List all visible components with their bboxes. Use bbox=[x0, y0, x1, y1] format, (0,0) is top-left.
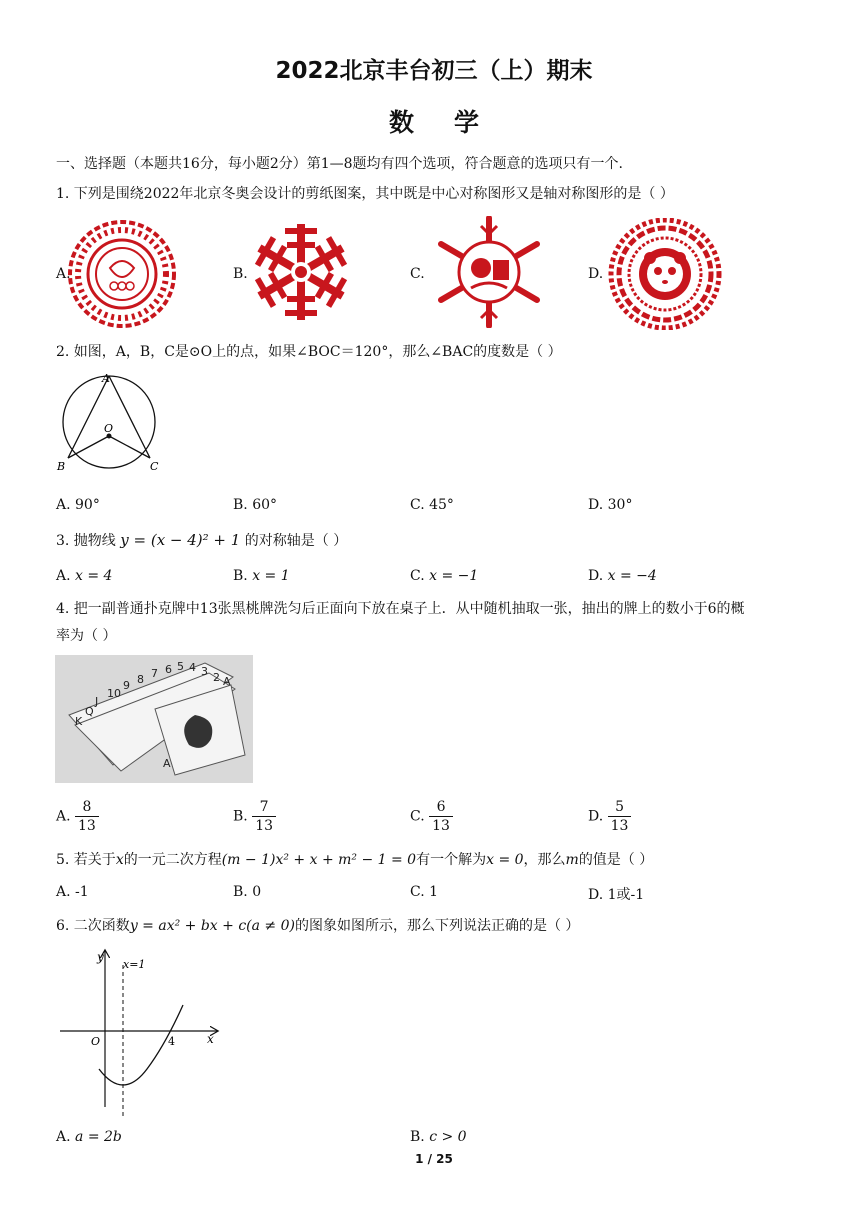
q6-formula: y = ax² + bx + c(a ≠ 0) bbox=[129, 918, 295, 934]
q2-option-d: D. 30° bbox=[588, 497, 633, 513]
figure-label-c: C bbox=[150, 460, 159, 473]
q5-formula: (m − 1)x² + x + m² − 1 = 0 bbox=[221, 852, 417, 868]
q1-option-a-label: A. bbox=[56, 266, 71, 282]
q6-option-a bbox=[56, 1129, 122, 1145]
svg-text:8: 8 bbox=[137, 673, 144, 686]
q4-option-b-label: B. bbox=[233, 808, 248, 825]
q4-option-c-fraction bbox=[429, 798, 453, 835]
figure-label-b: B bbox=[57, 460, 66, 473]
q3-stem-prefix: 3. 抛物线 bbox=[56, 533, 116, 549]
graph-root-label: 4 bbox=[168, 1035, 175, 1048]
svg-text:5: 5 bbox=[177, 660, 184, 673]
q4-option-c bbox=[410, 798, 453, 835]
svg-text:J: J bbox=[95, 695, 99, 708]
q4-option-a bbox=[56, 798, 99, 835]
q5-var-m: m bbox=[565, 852, 579, 868]
q6-option-a-label: A. bbox=[56, 1129, 71, 1145]
q3-option-a bbox=[56, 568, 112, 584]
q3-formula: y = (x − 4)² + 1 bbox=[120, 531, 241, 549]
q4-option-a-num: 8 bbox=[75, 798, 99, 817]
q5-stem-b: 的一元二次方程 bbox=[123, 852, 222, 868]
q1-option-d-label: D. bbox=[588, 266, 604, 282]
svg-text:A: A bbox=[223, 675, 231, 688]
q4-option-d-num: 5 bbox=[608, 798, 632, 817]
q5-stem-d: ，那么 bbox=[523, 852, 566, 868]
q4-option-c-den: 13 bbox=[432, 818, 450, 834]
q6-option-b-label: B. bbox=[410, 1129, 425, 1145]
question-3-stem bbox=[56, 530, 347, 551]
section-heading: 一、选择题（本题共16分，每小题2分）第1—8题均有四个选项，符合题意的选项只有一个. bbox=[56, 156, 623, 172]
q3-option-b-expr: x = 1 bbox=[252, 568, 290, 584]
svg-text:K: K bbox=[75, 715, 83, 728]
q1-option-b-label: B. bbox=[233, 266, 248, 282]
q4-option-a-fraction bbox=[75, 798, 99, 835]
question-5-stem bbox=[56, 850, 653, 870]
graph-axis-line-label: x=1 bbox=[123, 958, 146, 971]
svg-text:Q: Q bbox=[85, 705, 94, 718]
q4-option-d-fraction bbox=[608, 798, 632, 835]
question-4-stem-line2: 率为（ ） bbox=[56, 628, 117, 644]
graph-x-label: x bbox=[207, 1032, 214, 1046]
q4-option-b-num: 7 bbox=[252, 798, 276, 817]
q2-option-a: A. 90° bbox=[56, 497, 100, 513]
q3-option-b bbox=[233, 568, 290, 584]
q3-option-d bbox=[588, 568, 657, 584]
q6-option-b bbox=[410, 1129, 467, 1145]
question-2-stem: 2. 如图，A，B，C是⊙O上的点，如果∠BOC＝120°，那么∠BAC的度数是（ ） bbox=[56, 344, 562, 360]
q3-option-c-label: C. bbox=[410, 568, 425, 584]
svg-text:2: 2 bbox=[213, 671, 220, 684]
q3-option-d-label: D. bbox=[588, 568, 604, 584]
q6-option-a-expr: a = 2b bbox=[75, 1129, 122, 1145]
q5-option-c: C. 1 bbox=[410, 884, 439, 900]
svg-text:9: 9 bbox=[123, 679, 130, 692]
svg-text:10: 10 bbox=[107, 687, 121, 700]
q5-root: x = 0 bbox=[486, 852, 524, 868]
q5-option-d: D. 1或-1 bbox=[588, 887, 645, 903]
q4-option-b bbox=[233, 798, 276, 835]
question-6-stem bbox=[56, 916, 579, 936]
q4-option-a-den: 13 bbox=[78, 818, 96, 834]
svg-text:A: A bbox=[163, 757, 171, 770]
q3-option-a-expr: x = 4 bbox=[75, 568, 113, 584]
paper-cut-b-image bbox=[250, 222, 352, 322]
q6-option-b-expr: c > 0 bbox=[429, 1129, 467, 1145]
q5-stem-e: 的值是（ ） bbox=[578, 852, 654, 868]
parabola-graph bbox=[55, 945, 225, 1120]
q4-option-d-den: 13 bbox=[610, 818, 629, 834]
q4-option-c-num: 6 bbox=[429, 798, 453, 817]
svg-text:3: 3 bbox=[201, 665, 208, 678]
q6-stem-b: 的图象如图所示，那么下列说法正确的是（ ） bbox=[294, 918, 580, 934]
q5-var-x: x bbox=[115, 852, 124, 868]
q3-stem-suffix: 的对称轴是（ ） bbox=[244, 533, 348, 549]
graph-origin-label: O bbox=[91, 1035, 101, 1048]
q5-option-a: A. -1 bbox=[56, 884, 89, 900]
q4-option-d bbox=[588, 798, 631, 835]
q5-stem-c: 有一个解为 bbox=[416, 852, 487, 868]
q4-option-a-label: A. bbox=[56, 808, 71, 825]
q4-option-b-fraction bbox=[252, 798, 276, 835]
q4-option-d-label: D. bbox=[588, 808, 604, 825]
question-1-stem: 1. 下列是围绕2022年北京冬奥会设计的剪纸图案，其中既是中心对称图形又是轴对称图形的是（ ） bbox=[56, 186, 674, 202]
q3-option-c bbox=[410, 568, 478, 584]
q6-stem-a: 6. 二次函数 bbox=[56, 918, 130, 934]
q5-stem-a: 5. 若关于 bbox=[56, 852, 116, 868]
q3-option-a-label: A. bbox=[56, 568, 71, 584]
page-title: 2022北京丰台初三（上）期末 bbox=[275, 58, 593, 84]
circle-figure bbox=[54, 370, 164, 476]
figure-label-o: O bbox=[104, 422, 114, 435]
page-number: 1 / 25 bbox=[415, 1152, 453, 1166]
svg-text:7: 7 bbox=[151, 667, 158, 680]
q4-option-b-den: 13 bbox=[255, 818, 274, 834]
q1-option-c-label: C. bbox=[410, 266, 425, 282]
q3-option-b-label: B. bbox=[233, 568, 248, 584]
paper-cut-c-image bbox=[428, 216, 550, 328]
svg-text:4: 4 bbox=[189, 661, 196, 674]
q3-option-c-expr: x = −1 bbox=[429, 568, 479, 584]
question-4-stem-line1: 4. 把一副普通扑克牌中13张黑桃牌洗匀后正面向下放在桌子上．从中随机抽取一张，抽出的牌上的数小于6的概 bbox=[56, 601, 745, 617]
subject-title: 数学 bbox=[388, 108, 519, 137]
q5-option-b: B. 0 bbox=[233, 884, 262, 900]
q2-option-c: C. 45° bbox=[410, 497, 454, 513]
playing-cards-photo bbox=[55, 655, 253, 783]
figure-label-a: A bbox=[102, 372, 110, 385]
q4-option-c-label: C. bbox=[410, 808, 425, 825]
paper-cut-a-image bbox=[66, 220, 178, 328]
q3-option-d-expr: x = −4 bbox=[607, 568, 657, 584]
graph-y-label: y bbox=[97, 950, 104, 964]
svg-text:6: 6 bbox=[165, 663, 172, 676]
paper-cut-d-image bbox=[608, 218, 722, 330]
q2-option-b: B. 60° bbox=[233, 497, 278, 513]
